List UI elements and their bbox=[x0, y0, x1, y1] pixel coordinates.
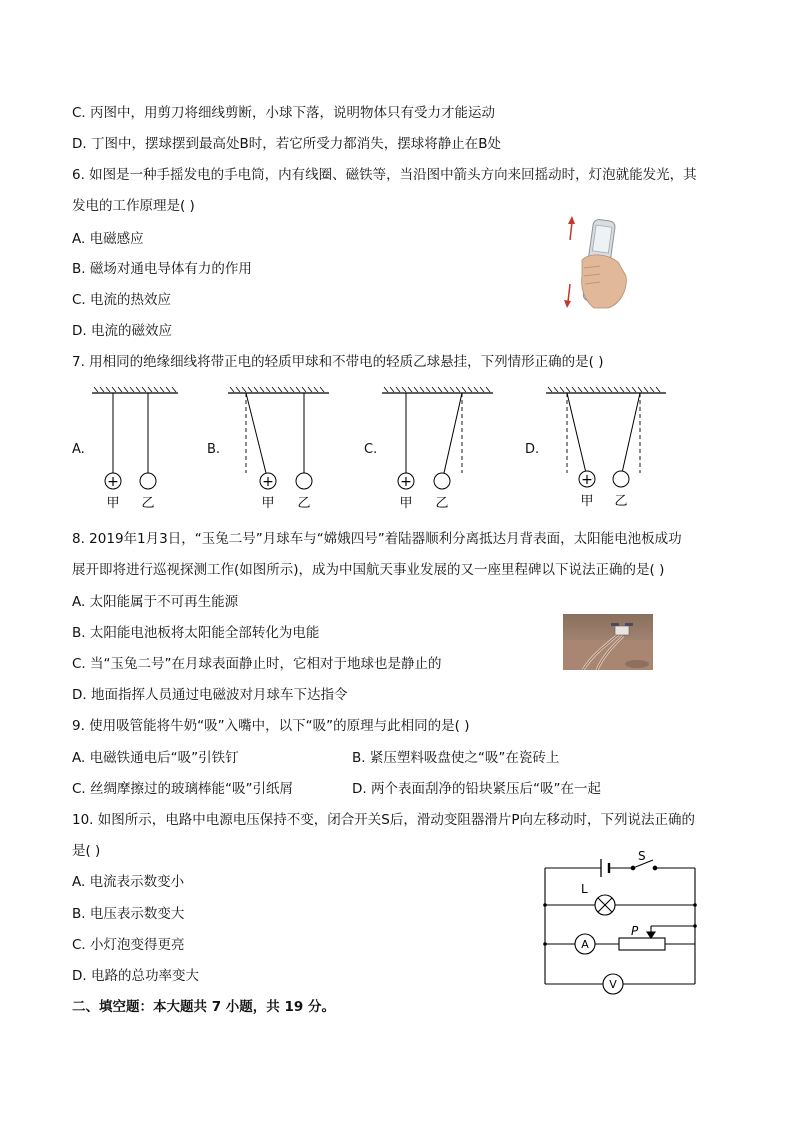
q10-circuit-diagram bbox=[535, 848, 710, 996]
flashlight-figure bbox=[560, 212, 632, 312]
q7-figure-b bbox=[224, 386, 334, 511]
q5-option-c: C. 丙图中，用剪刀将细线剪断，小球下落，说明物体只有受力才能运动 bbox=[72, 105, 496, 121]
q7-label-c: C. bbox=[364, 442, 378, 457]
q7a-yi-label: 乙 bbox=[141, 496, 155, 511]
q7b-plus-sign: + bbox=[262, 474, 274, 490]
q7c-jia-label: 甲 bbox=[399, 496, 413, 511]
q8-option-d: D. 地面指挥人员通过电磁波对月球车下达指令 bbox=[72, 687, 348, 703]
q6-stem-line2: 发电的工作原理是( ) bbox=[72, 198, 195, 214]
q8-stem-line2: 展开即将进行巡视探测工作(如图所示)，成为中国航天事业发展的又一座里程碑以下说法正确的是( ) bbox=[72, 562, 665, 578]
q7b-jia-label: 甲 bbox=[261, 496, 275, 511]
q9-option-c: C. 丝绸摩擦过的玻璃棒能“吸”引纸屑 bbox=[72, 781, 293, 797]
q7d-jia-label: 甲 bbox=[580, 494, 594, 509]
voltmeter-label: V bbox=[609, 978, 617, 991]
q7-figure-a bbox=[88, 386, 183, 511]
section-2-heading: 二、填空题：本大题共 7 小题，共 19 分。 bbox=[72, 999, 335, 1015]
q6-option-a: A. 电磁感应 bbox=[72, 231, 144, 247]
q7a-plus-sign: + bbox=[107, 474, 119, 490]
q6-option-b: B. 磁场对通电导体有力的作用 bbox=[72, 261, 252, 277]
q7b-yi-label: 乙 bbox=[297, 496, 311, 511]
q7d-yi-label: 乙 bbox=[614, 494, 628, 509]
q9-stem: 9. 使用吸管能将牛奶“吸”入嘴中，以下“吸”的原理与此相同的是( ) bbox=[72, 718, 470, 734]
q8-option-c: C. 当“玉兔二号”在月球表面静止时，它相对于地球也是静止的 bbox=[72, 656, 442, 672]
q7-label-d: D. bbox=[525, 442, 540, 457]
q10-stem-line1: 10. 如图所示，电路中电源电压保持不变，闭合开关S后，滑动变阻器滑片P向左移动时，下列说法正确的 bbox=[72, 812, 695, 828]
q7-figure-c bbox=[378, 386, 498, 511]
q9-option-d: D. 两个表面刮净的铅块紧压后“吸”在一起 bbox=[352, 781, 601, 797]
q8-stem-line1: 8. 2019年1月3日，“玉兔二号”月球车与“嫦娥四号”着陆器顺利分离抵达月背表面，太阳能电池板成功 bbox=[72, 531, 682, 547]
q10-option-a: A. 电流表示数变小 bbox=[72, 874, 185, 890]
q7a-jia-label: 甲 bbox=[106, 496, 120, 511]
ammeter-label: A bbox=[581, 938, 589, 951]
q7-label-a: A. bbox=[72, 442, 85, 457]
q9-option-a: A. 电磁铁通电后“吸”引铁钉 bbox=[72, 750, 239, 766]
slider-label: P bbox=[631, 924, 639, 938]
q10-option-d: D. 电路的总功率变大 bbox=[72, 968, 199, 984]
q8-option-b: B. 太阳能电池板将太阳能全部转化为电能 bbox=[72, 625, 320, 641]
q7-figure-d bbox=[542, 386, 670, 511]
q6-option-c: C. 电流的热效应 bbox=[72, 292, 172, 308]
lamp-label: L bbox=[581, 882, 588, 896]
q7c-yi-label: 乙 bbox=[435, 496, 449, 511]
q7-stem: 7. 用相同的绝缘细线将带正电的轻质甲球和不带电的轻质乙球悬挂，下列情形正确的是( ) bbox=[72, 354, 604, 370]
q7d-plus-sign: + bbox=[581, 472, 593, 488]
q9-option-b: B. 紧压塑料吸盘使之“吸”在瓷砖上 bbox=[352, 750, 560, 766]
q10-option-b: B. 电压表示数变大 bbox=[72, 906, 185, 922]
q10-option-c: C. 小灯泡变得更亮 bbox=[72, 937, 185, 953]
q6-stem-line1: 6. 如图是一种手摇发电的手电筒，内有线圈、磁铁等，当沿图中箭头方向来回摇动时，灯泡就能发光，其 bbox=[72, 167, 697, 183]
q10-stem-line2: 是( ) bbox=[72, 843, 101, 859]
q8-option-a: A. 太阳能属于不可再生能源 bbox=[72, 594, 239, 610]
q7c-plus-sign: + bbox=[400, 474, 412, 490]
moon-rover-photo bbox=[563, 614, 653, 670]
q7-label-b: B. bbox=[207, 442, 221, 457]
q6-option-d: D. 电流的磁效应 bbox=[72, 323, 172, 339]
switch-label: S bbox=[638, 849, 646, 863]
q5-option-d: D. 丁图中，摆球摆到最高处B时，若它所受力都消失，摆球将静止在B处 bbox=[72, 136, 501, 152]
